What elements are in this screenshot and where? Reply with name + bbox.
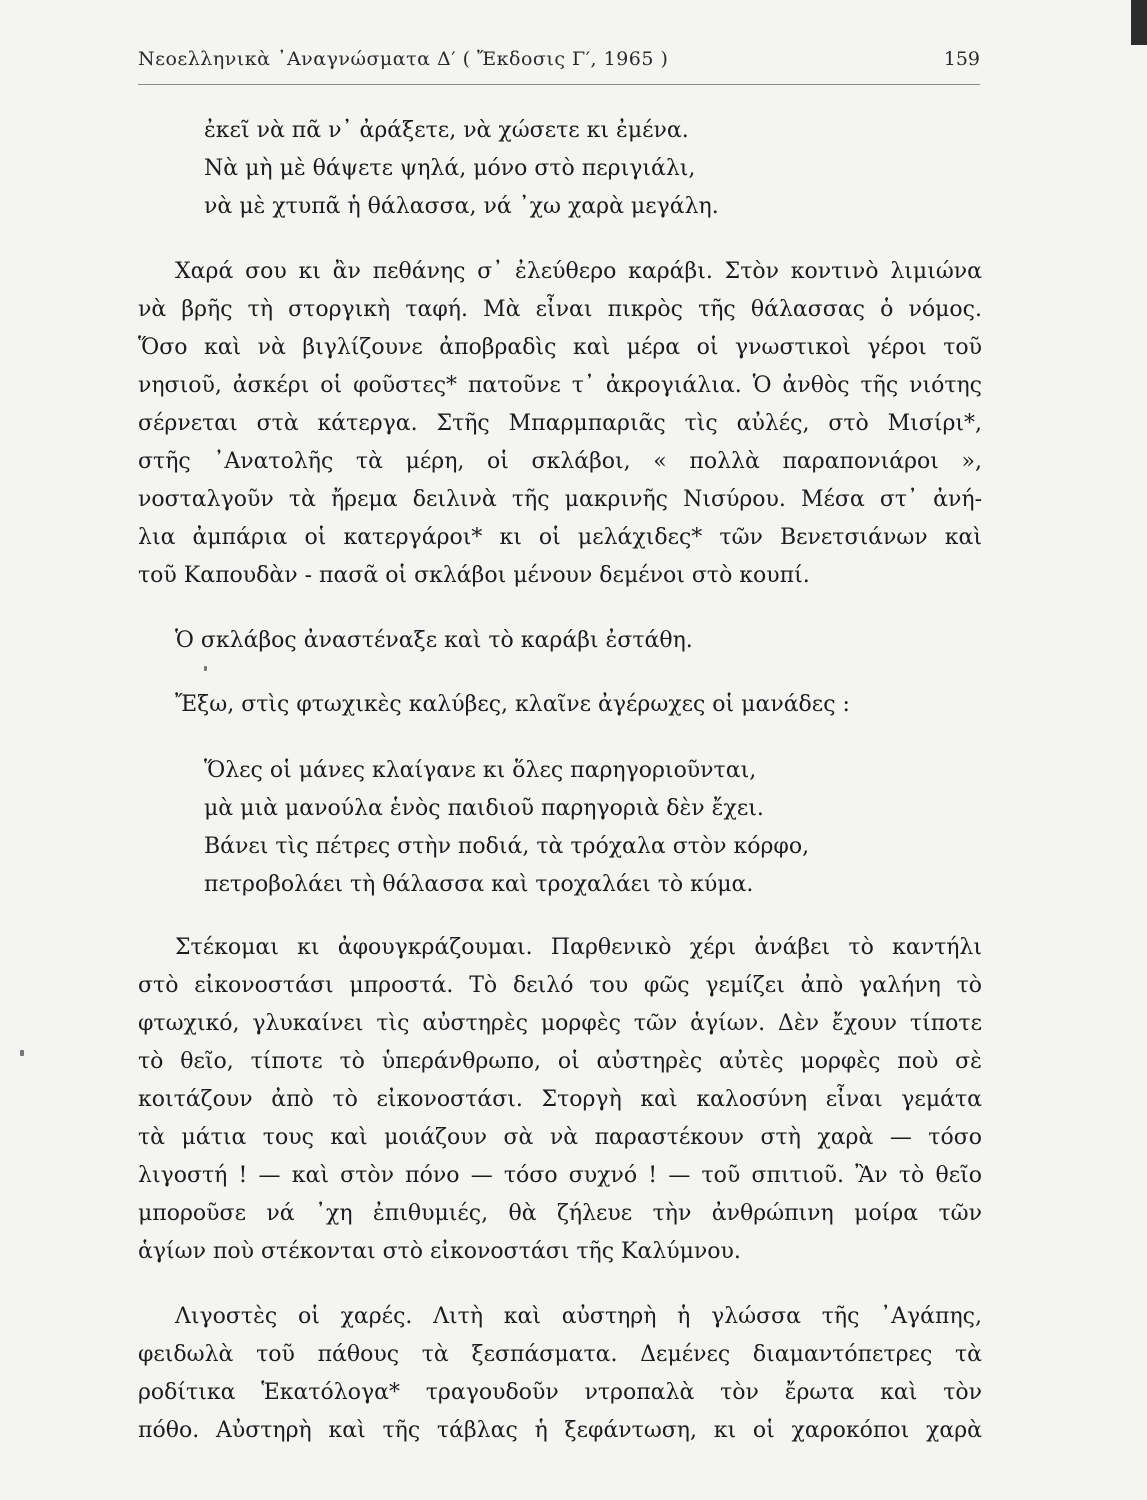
ink-speck — [204, 666, 207, 671]
ink-speck — [20, 1050, 24, 1056]
text-line: μποροῦσε νά ᾿χη ἐπιθυμιές, θὰ ζήλευε τὴν ἀνθρώπινη μοίρα τῶν — [138, 1201, 982, 1226]
text-line: Λιγοστὲς οἱ χαρές. Λιτὴ καὶ αὐστηρὴ ἡ γλώσσα τῆς ᾿Αγάπης, — [175, 1304, 982, 1329]
poem-line: ἐκεῖ νὰ πᾶ ν᾿ ἀράξετε, νὰ χώσετε κι ἐμένα. — [204, 118, 689, 143]
poem-line: Βάνει τὶς πέτρες στὴν ποδιά, τὰ τρόχαλα στὸν κόρφο, — [204, 834, 810, 859]
poem-line: νὰ μὲ χτυπᾶ ἡ θάλασσα, νά ᾿χω χαρὰ μεγάλη. — [204, 194, 719, 219]
text-line: Ὅσο καὶ νὰ βιγλίζουνε ἀποβραδὶς καὶ μέρα οἱ γνωστικοὶ γέροι τοῦ — [138, 335, 982, 360]
page-number: 159 — [943, 48, 980, 70]
header-title: Νεοελληνικὰ ᾿Αναγνώσματα Δ′ ( Ἔκδοσις Γ′, 1965 ) — [138, 48, 669, 70]
poem-line: Ὅλες οἱ μάνες κλαίγανε κι ὅλες παρηγοριοῦνται, — [204, 758, 757, 783]
text-line: Χαρά σου κι ἂν πεθάνης σ᾿ ἐλεύθερο καράβι. Στὸν κοντινὸ λιμιώνα — [175, 259, 982, 284]
text-line: τὰ μάτια τους καὶ μοιάζουν σὰ νὰ παραστέκουν στὴ χαρὰ — τόσο — [138, 1125, 982, 1150]
text-line: τὸ θεῖο, τίποτε τὸ ὑπεράνθρωπο, οἱ αὐστηρὲς αὐτὲς μορφὲς ποὺ σὲ — [138, 1049, 982, 1074]
text-line: φτωχικό, γλυκαίνει τὶς αὐστηρὲς μορφὲς τῶν ἁγίων. Δὲν ἔχουν τίποτε — [138, 1011, 982, 1036]
text-line: σέρνεται στὰ κάτεργα. Στῆς Μπαρμπαριᾶς τὶς αὐλές, στὸ Μισίρι*, — [138, 411, 982, 436]
text-line: νησιοῦ, ἀσκέρι οἱ φοῦστες* πατοῦνε τ᾿ ἀκρογιάλια. Ὁ ἀνθὸς τῆς νιότης — [138, 373, 982, 398]
text-line: ροδίτικα Ἑκατόλογα* τραγουδοῦν ντροπαλὰ τὸν ἔρωτα καὶ τὸν — [138, 1380, 982, 1405]
text-line: φειδωλὰ τοῦ πάθους τὰ ξεσπάσματα. Δεμένες διαμαντόπετρες τὰ — [138, 1342, 982, 1367]
text-line: στῆς ᾿Ανατολῆς τὰ μέρη, οἱ σκλάβοι, « πολλὰ παραπονιάροι », — [138, 449, 982, 474]
poem-line: Νὰ μὴ μὲ θάψετε ψηλά, μόνο στὸ περιγιάλι, — [204, 156, 696, 181]
text-line: Ἔξω, στὶς φτωχικὲς καλύβες, κλαῖνε ἀγέρωχες οἱ μανάδες : — [175, 692, 850, 717]
text-line: νοσταλγοῦν τὰ ἤρεμα δειλινὰ τῆς μακρινῆς Νισύρου. Μέσα στ᾿ ἀνή- — [138, 487, 982, 512]
page-edge-mark — [1131, 0, 1147, 45]
text-line: νὰ βρῆς τὴ στοργικὴ ταφή. Μὰ εἶναι πικρὸς τῆς θάλασσας ὁ νόμος. — [138, 297, 982, 322]
text-line: λια ἀμπάρια οἱ κατεργάροι* κι οἱ μελάχιδες* τῶν Βενετσιάνων καὶ — [138, 525, 982, 550]
text-line: πόθο. Αὐστηρὴ καὶ τῆς τάβλας ἡ ξεφάντωση, κι οἱ χαροκόποι χαρὰ — [138, 1418, 982, 1443]
text-line: ἁγίων ποὺ στέκονται στὸ εἰκονοστάσι τῆς Καλύμνου. — [138, 1239, 741, 1264]
text-line: Ὁ σκλάβος ἀναστέναξε καὶ τὸ καράβι ἐστάθη. — [175, 628, 693, 653]
text-line: κοιτάζουν ἀπὸ τὸ εἰκονοστάσι. Στοργὴ καὶ καλοσύνη εἶναι γεμάτα — [138, 1087, 982, 1112]
text-line: στὸ εἰκονοστάσι μπροστά. Τὸ δειλό του φῶς γεμίζει ἀπὸ γαλήνη τὸ — [138, 973, 982, 998]
text-line: τοῦ Καπουδὰν - πασᾶ οἱ σκλάβοι μένουν δεμένοι στὸ κουπί. — [138, 563, 810, 588]
text-line: λιγοστή ! — καὶ στὸν πόνο — τόσο συχνό ! — τοῦ σπιτιοῦ. Ἂν τὸ θεῖο — [138, 1163, 982, 1188]
running-header — [138, 40, 980, 85]
poem-line: πετροβολάει τὴ θάλασσα καὶ τροχαλάει τὸ κύμα. — [204, 872, 754, 897]
poem-line: μὰ μιὰ μανούλα ἑνὸς παιδιοῦ παρηγοριὰ δὲν ἔχει. — [204, 796, 764, 821]
text-line: Στέκομαι κι ἀφουγκράζουμαι. Παρθενικὸ χέρι ἀνάβει τὸ καντήλι — [175, 935, 982, 960]
